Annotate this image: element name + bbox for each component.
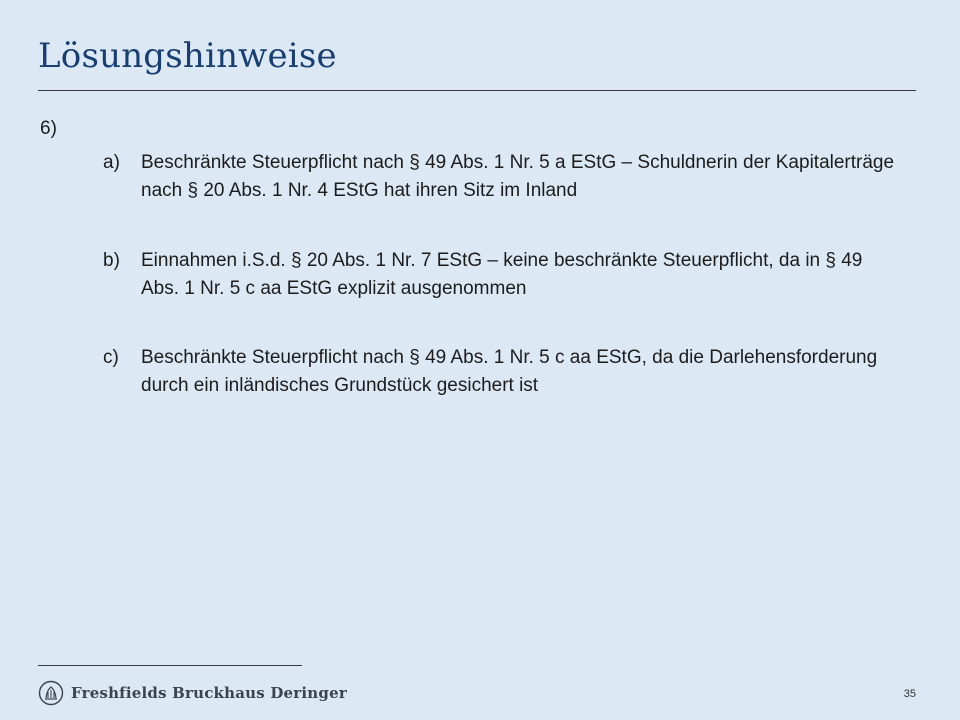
answer-item-letter: c) [103, 347, 119, 368]
page-title: Lösungshinweise [38, 36, 337, 76]
question-number: 6) [40, 118, 57, 139]
page-number: 35 [903, 688, 916, 700]
crest-icon [38, 680, 64, 706]
answer-item-letter: b) [103, 250, 120, 271]
footer-divider [38, 665, 302, 666]
answer-item-text: Einnahmen i.S.d. § 20 Abs. 1 Nr. 7 EStG – keine beschränkte Steuerpflicht, da in § 49 Abs. 1 Nr. 5 c aa EStG explizit ausgenommen [141, 250, 863, 299]
answer-item-letter: a) [103, 152, 120, 173]
answer-item-text: Beschränkte Steuerpflicht nach § 49 Abs. 1 Nr. 5 c aa EStG, da die Darlehensforderung durch ein inländisches Grundstück gesichert ist [141, 347, 878, 396]
logo-text: Freshfields Bruckhaus Deringer [71, 684, 347, 702]
answer-item-text: Beschränkte Steuerpflicht nach § 49 Abs. 1 Nr. 5 a EStG – Schuldnerin der Kapitalerträge nach § 20 Abs. 1 Nr. 4 EStG hat ihren Sitz im Inland [141, 152, 895, 201]
company-logo [38, 679, 347, 707]
title-divider [38, 90, 916, 91]
